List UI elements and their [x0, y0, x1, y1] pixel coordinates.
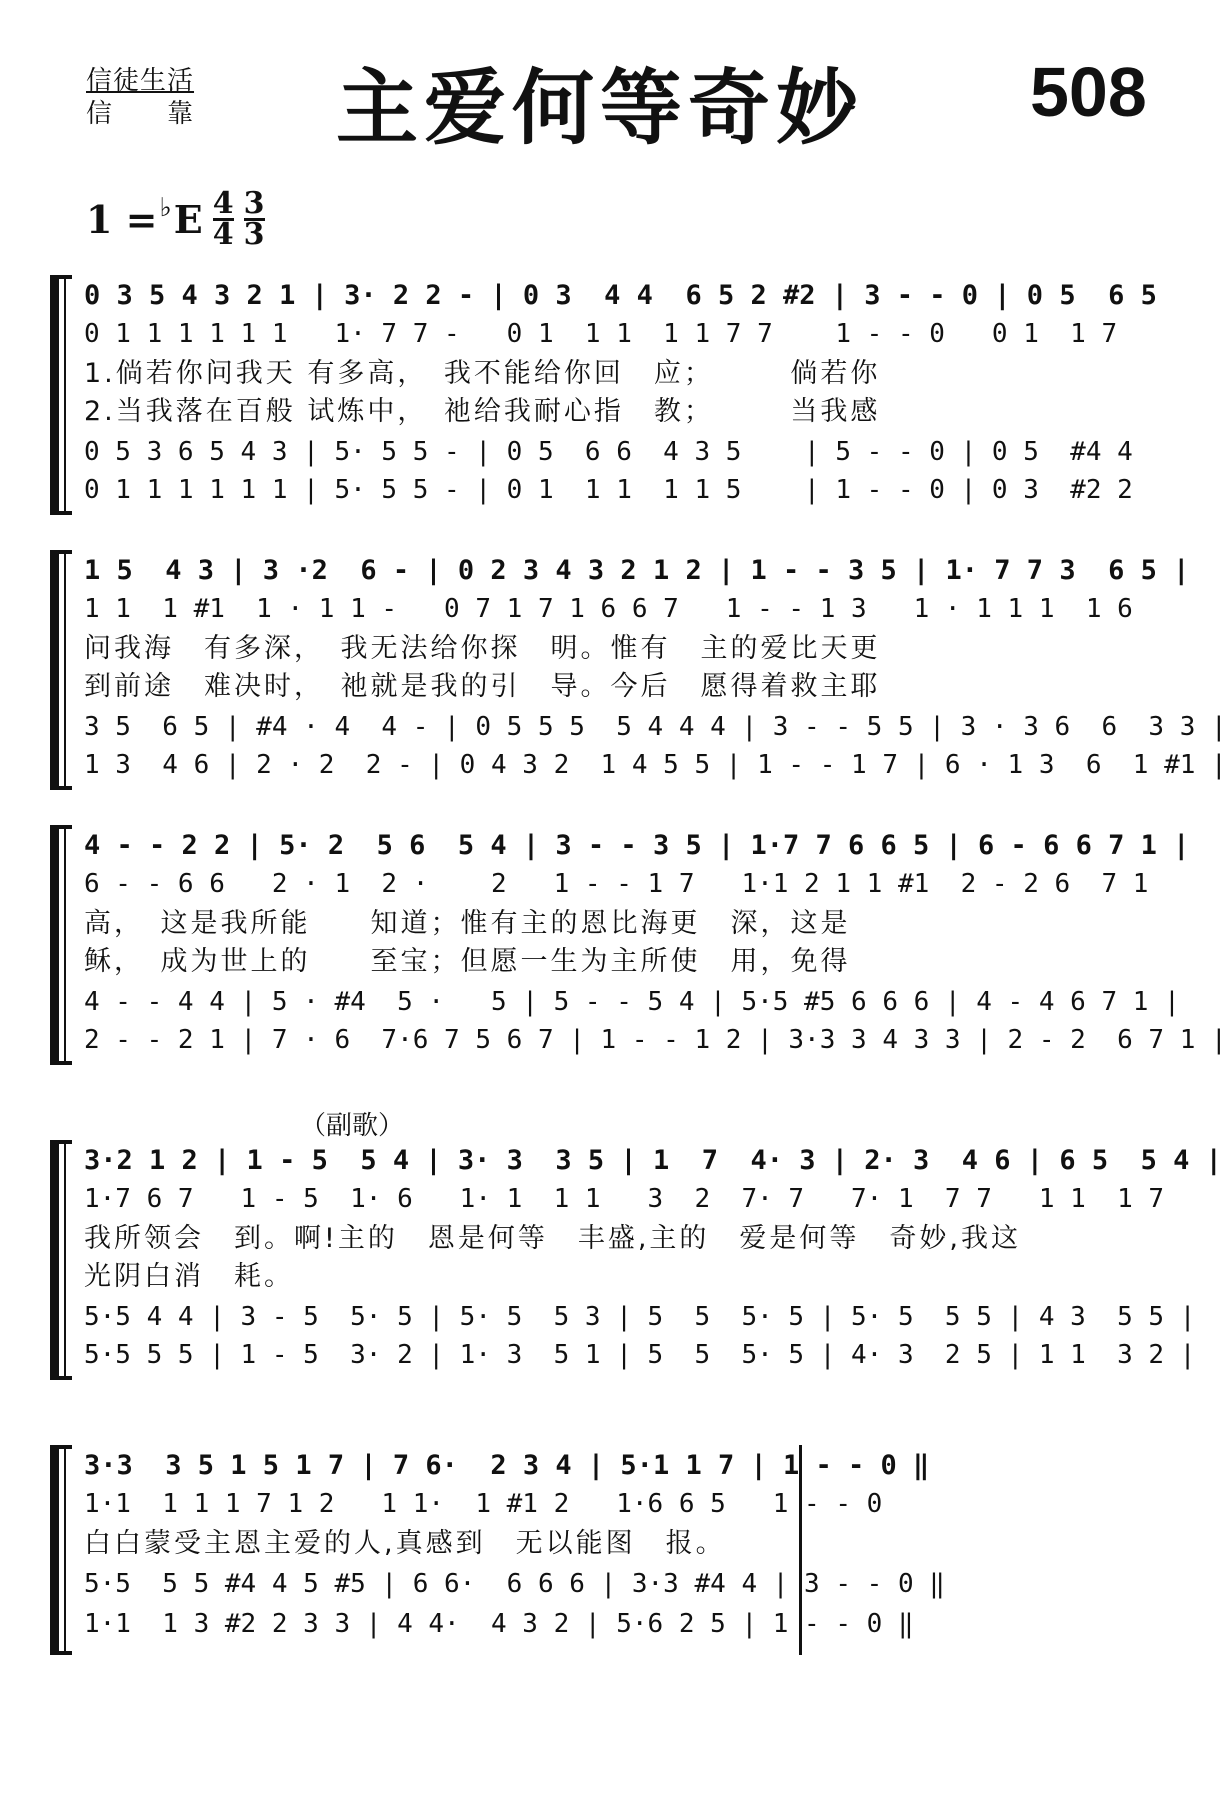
score-system-3	[50, 825, 1227, 1065]
alto-line: 1 1 1 #1 1 · 1 1 - 0 7 1 7 1 6 6 7 1 - - 1 3 1 · 1 1 1 1 6	[84, 594, 1133, 624]
alto-line: 0 1 1 1 1 1 1 1· 7 7 - 0 1 1 1 1 1 7 7 1 - - 0 0 1 1 7	[84, 319, 1118, 349]
meter-bottom: 3	[243, 217, 265, 252]
key-signature	[86, 186, 265, 252]
meter-top: 4	[212, 186, 234, 221]
tenor-line: 3 5 6 5 | #4 · 4 4 - | 0 5 5 5 5 4 4 4 | 3 - - 5 5 | 3 · 3 6 6 3 3 |	[84, 712, 1227, 742]
hymn-number: 508	[1030, 53, 1147, 131]
meter-top: 3	[243, 186, 265, 221]
lyric-line: 光阴白消 耗。	[84, 1261, 294, 1292]
tenor-line: 5·5 4 4 | 3 - 5 5· 5 | 5· 5 5 3 | 5 5 5· 5 | 5· 5 5 5 | 4 3 5 5 |	[84, 1302, 1196, 1332]
soprano-line: 4 - - 2 2 | 5· 2 5 6 5 4 | 3 - - 3 5 | 1·7 7 6 6 5 | 6 - 6 6 7 1 |	[84, 830, 1190, 861]
score-system-1	[50, 275, 1160, 515]
bass-line: 1 3 4 6 | 2 · 2 2 - | 0 4 3 2 1 4 5 5 | 1 - - 1 7 | 6 · 1 3 6 1 #1 |	[84, 750, 1227, 780]
tenor-line: 0 5 3 6 5 4 3 | 5· 5 5 - | 0 5 6 6 4 3 5 | 5 - - 0 | 0 5 #4 4	[84, 437, 1133, 467]
system-barline	[64, 825, 66, 1065]
bass-line: 2 - - 2 1 | 7 · 6 7·6 7 5 6 7 | 1 - - 1 2 | 3·3 3 4 3 3 | 2 - 2 6 7 1 |	[84, 1025, 1227, 1055]
system-bracket	[50, 275, 59, 515]
lyric-line: 1.倘若你问我天 有多高， 我不能给你回 应； 倘若你	[84, 358, 881, 389]
lyric-line: 问我海 有多深， 我无法给你探 明。惟有 主的爱比天更	[84, 633, 881, 664]
system-bracket	[50, 550, 59, 790]
soprano-line: 1 5 4 3 | 3 ·2 6 - | 0 2 3 4 3 2 1 2 | 1 - - 3 5 | 1· 7 7 3 6 5 |	[84, 555, 1190, 586]
meter-bottom: 4	[212, 217, 234, 252]
tenor-line: 5·5 5 5 #4 4 5 #5 | 6 6· 6 6 6 | 3·3 #4 4 | 3 - - 0 ‖	[84, 1569, 945, 1599]
alto-line: 1·1 1 1 1 7 1 2 1 1· 1 #1 2 1·6 6 5 1 - - 0	[84, 1489, 883, 1519]
chorus-label: （副歌）	[300, 1111, 405, 1141]
lyric-line: 我所领会 到。啊!主的 恩是何等 丰盛,主的 爱是何等 奇妙,我这	[84, 1223, 1021, 1254]
lyric-line: 稣， 成为世上的 至宝；但愿一生为主所使 用，免得	[84, 946, 851, 977]
key-tonic: E	[173, 197, 203, 242]
tenor-line: 4 - - 4 4 | 5 · #4 5 · 5 | 5 - - 5 4 | 5·5 #5 6 6 6 | 4 - 4 6 7 1 |	[84, 987, 1180, 1017]
final-barline	[799, 1445, 810, 1655]
soprano-line: 3·2 1 2 | 1 - 5 5 4 | 3· 3 3 5 | 1 7 4· 3 | 2· 3 4 6 | 6 5 5 4 |	[84, 1145, 1222, 1176]
lyric-line: 到前途 难决时， 祂就是我的引 导。今后 愿得着救主耶	[84, 671, 881, 702]
alto-line: 1·7 6 7 1 - 5 1· 6 1· 1 1 1 3 2 7· 7 7· 1 7 7 1 1 1 7	[84, 1184, 1165, 1214]
soprano-line: 3·3 3 5 1 5 1 7 | 7 6· 2 3 4 | 5·1 1 7 | 1 - - 0 ‖	[84, 1450, 930, 1481]
time-signature-1	[212, 186, 234, 252]
lyric-line: 2.当我落在百般 试炼中， 祂给我耐心指 教； 当我感	[84, 396, 881, 427]
category-label: 信徒生活	[86, 66, 195, 96]
soprano-line: 0 3 5 4 3 2 1 | 3· 2 2 - | 0 3 4 4 6 5 2 #2 | 3 - - 0 | 0 5 6 5	[84, 280, 1157, 311]
score-system-5	[50, 1445, 945, 1655]
key-prefix: 1 =	[86, 197, 158, 242]
alto-line: 6 - - 6 6 2 · 1 2 · 2 1 - - 1 7 1·1 2 1 1 #1 2 - 2 6 7 1	[84, 869, 1149, 899]
lyric-line: 白白蒙受主恩主爱的人,真感到 无以能图 报。	[84, 1528, 726, 1559]
system-bracket	[50, 825, 59, 1065]
bass-line: 1·1 1 3 #2 2 3 3 | 4 4· 4 3 2 | 5·6 2 5 | 1 - - 0 ‖	[84, 1609, 914, 1639]
subcategory-label: 信 靠	[86, 99, 195, 129]
system-barline	[64, 275, 66, 515]
score-system-4	[50, 1140, 1222, 1380]
system-barline	[64, 1140, 66, 1380]
page-title: 主爱何等奇妙	[335, 60, 864, 156]
flat-symbol: ♭	[159, 192, 172, 223]
system-bracket	[50, 1140, 59, 1380]
score-system-2	[50, 550, 1227, 790]
time-signature-2	[243, 186, 265, 252]
system-bracket	[50, 1445, 59, 1655]
bass-line: 0 1 1 1 1 1 1 | 5· 5 5 - | 0 1 1 1 1 1 5 | 1 - - 0 | 0 3 #2 2	[84, 475, 1133, 505]
system-barline	[64, 550, 66, 790]
lyric-line: 高， 这是我所能 知道；惟有主的恩比海更 深，这是	[84, 908, 851, 939]
system-barline	[64, 1445, 66, 1655]
bass-line: 5·5 5 5 | 1 - 5 3· 2 | 1· 3 5 1 | 5 5 5· 5 | 4· 3 2 5 | 1 1 3 2 |	[84, 1340, 1196, 1370]
